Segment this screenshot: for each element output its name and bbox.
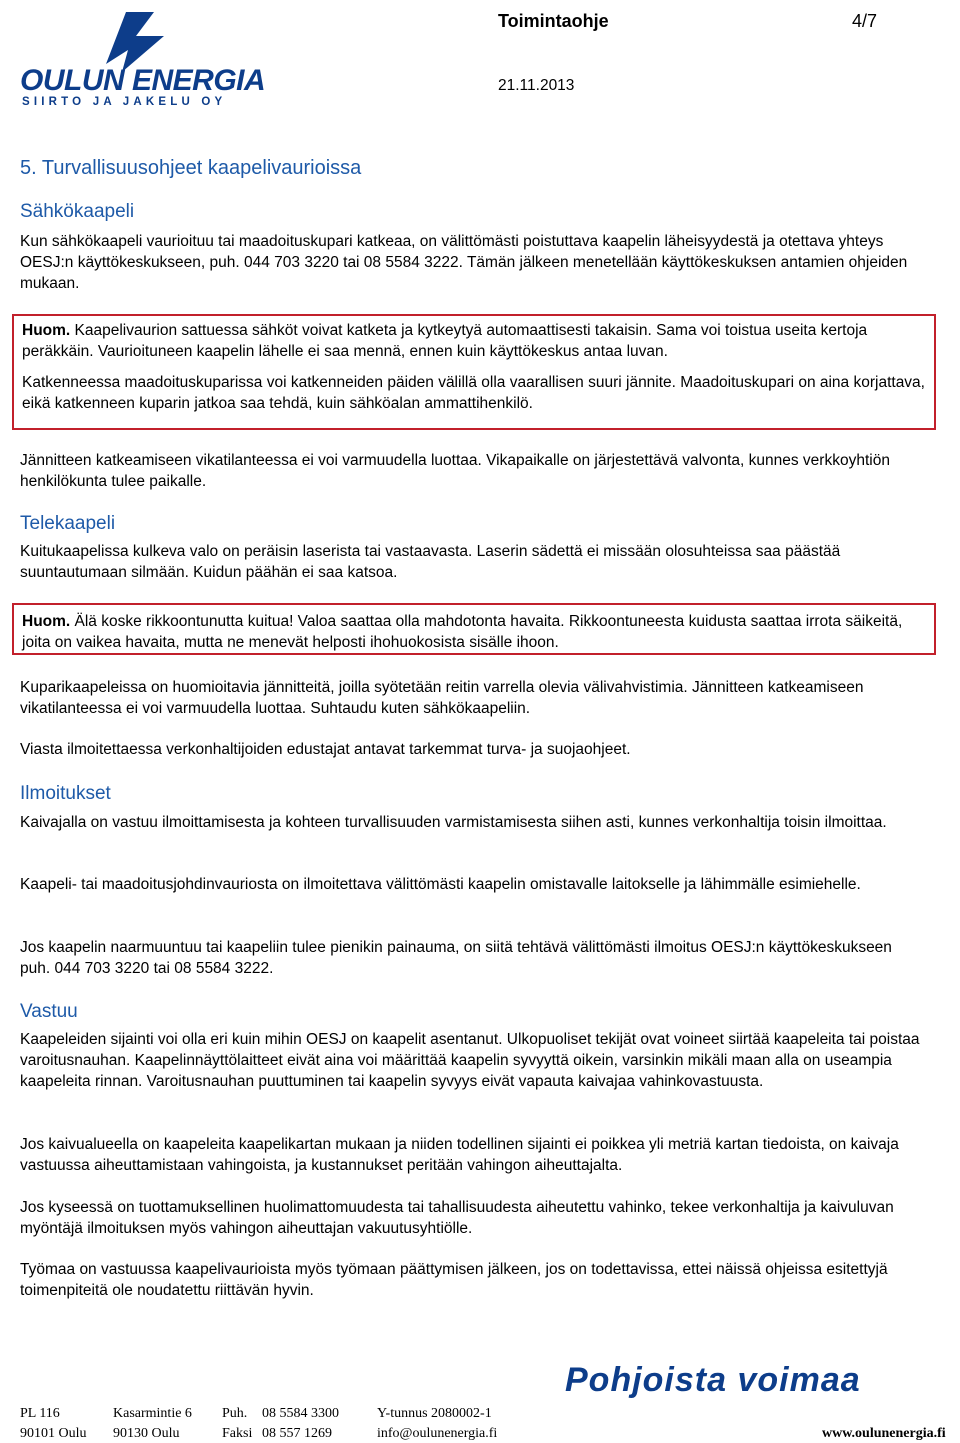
ilmoitukset-paragraph-2: Kaapeli- tai maadoitusjohdinvauriosta on ilmoitettava välittömästi kaapelin omistavalle laitokselle ja lähimmälle esimiehelle.: [20, 876, 861, 893]
tele-paragraph-3: Viasta ilmoitettaessa verkonhaltijoiden edustajat antavat tarkemmat turva- ja suojaohjeet.: [20, 741, 631, 758]
footer-phone: 08 5584 3300: [262, 1406, 339, 1421]
footer-business-id: Y-tunnus 2080002-1: [377, 1406, 492, 1421]
heading-telekaapeli: Telekaapeli: [20, 513, 116, 534]
logo-swoosh-icon: [106, 12, 164, 72]
logo-name: OULUN ENERGIA: [20, 64, 266, 97]
tele-paragraph-2: Kuparikaapeleissa on huomioitavia jännitteitä, joilla syötetään reitin varrella olevia välivahvistimia. Jännitteen katkeamiseen vikatilanteessa ei voi varmuudella luottaa. Suhtaudu kuten sähkökaapeliin.: [20, 679, 864, 717]
sahko-paragraph-2: Jännitteen katkeamiseen vikatilanteessa ei voi varmuudella luottaa. Vikapaikalle on järjestettävä valvonta, kunnes verkkoyhtiön henkilökunta tulee paikalle.: [20, 452, 890, 490]
sahko-note: [22, 320, 934, 362]
page-number: 4/7: [852, 11, 878, 31]
heading-vastuu: Vastuu: [20, 1001, 78, 1022]
heading-sahkokaapeli: Sähkökaapeli: [20, 201, 135, 222]
note-text: Kaapelivaurion sattuessa sähköt voivat katketa ja kytkeytyä automaattisesti takaisin. Sama voi toistua useita kertoja peräkkäin. Vaurioituneen kaapelin lähelle ei saa mennä, ennen kuin käyttökeskus antaa luvan.: [22, 322, 868, 360]
footer-slogan-logo: Pohjoista voimaa: [565, 1361, 861, 1399]
footer-postal-1: 90101 Oulu: [20, 1426, 87, 1441]
footer-website-link[interactable]: www.oulunenergia.fi: [822, 1426, 946, 1441]
note-label: Huom.: [22, 613, 71, 630]
ilmoitukset-paragraph-3: Jos kaapelin naarmuuntuu tai kaapeliin tulee pienikin painauma, on siitä tehtävä välittömästi ilmoitus OESJ:n käyttökeskukseen puh. 044 703 3220 tai 08 5584 3222.: [20, 939, 892, 977]
footer-phone-label: Puh.: [222, 1406, 248, 1421]
sahko-note-2: Katkenneessa maadoituskuparissa voi katkenneiden päiden välillä olla vaarallisen suuri jännite. Maadoituskupari on aina korjattava, eikä katkenneen kuparin jatkoa saa tehdä, kuin sähköalan ammattihenkilö.: [22, 374, 925, 412]
vastuu-paragraph-1: Kaapeleiden sijainti voi olla eri kuin mihin OESJ on kaapelit asentanut. Ulkopuoliset tekijät ovat voineet siirtää kaapeleita tai poistaa varoitusnauhan. Kaapelinnäyttölaitteet eivät aina voi määrittää kaapelin syvyyttä oikein, varsinkin mikäli maan alla on useampia kaapeleita rinnan. Varoitusnauhan puuttuminen tai kaapelin syvyys eivät vapauta kaivajaa vahinkovastuusta.: [20, 1031, 920, 1090]
vastuu-paragraph-2: Jos kaivualueella on kaapeleita kaapelikartan mukaan ja niiden todellinen sijainti ei poikkea yli metriä kartan tiedoista, on kaivaja vastuussa aiheuttamistaan vahingoista, ja kustannukset peritään vahingon aiheuttajalta.: [20, 1136, 899, 1174]
tele-note: [22, 611, 934, 653]
footer-email-link[interactable]: info@oulunenergia.fi: [377, 1426, 498, 1441]
vastuu-paragraph-4: Työmaa on vastuussa kaapelivaurioista myös työmaan päättymisen jälkeen, jos on todettavissa, ettei näissä ohjeissa esitettyjä toimenpiteitä ole noudatettu riittävän hyvin.: [20, 1261, 888, 1299]
vastuu-paragraph-3: Jos kyseessä on tuottamuksellinen huolimattomuudesta tai tahallisuudesta aiheutettu vahinko, tekee verkonhaltija ja kaivuluvan myöntäjä ilmoituksen myös vahingon aiheuttajan vakuutusyhtiölle.: [20, 1199, 894, 1237]
tele-paragraph-1: Kuitukaapelissa kulkeva valo on peräisin laserista tai vastaavasta. Laserin sädettä ei missään olosuhteissa saa päästää suuntautumaan silmään. Kuidun päähän ei saa katsoa.: [20, 543, 841, 581]
section-title: 5. Turvallisuusohjeet kaapelivaurioissa: [20, 157, 362, 179]
document-date: 21.11.2013: [498, 77, 575, 94]
tele-warning-box: [12, 603, 936, 655]
ilmoitukset-paragraph-1: Kaivajalla on vastuu ilmoittamisesta ja kohteen turvallisuuden varmistamisesta siihen asti, kunnes verkonhaltija toisin ilmoittaa.: [20, 814, 887, 831]
sahko-warning-box: [12, 314, 936, 430]
heading-ilmoitukset: Ilmoitukset: [20, 783, 111, 804]
footer-fax-label: Faksi: [222, 1426, 253, 1441]
footer-street: Kasarmintie 6: [113, 1406, 192, 1421]
footer-pl: PL 116: [20, 1406, 60, 1421]
document-title: Toimintaohje: [498, 11, 609, 31]
sahko-paragraph-1: Kun sähkökaapeli vaurioituu tai maadoituskupari katkeaa, on välittömästi poistuttava kaapelin läheisyydestä ja otettava yhteys OESJ:n käyttökeskukseen, puh. 044 703 3220 tai 08 5584 3222. Tämän jälkeen menetellään käyttökeskuksen antamien ohjeiden mukaan.: [20, 233, 908, 292]
footer-fax: 08 557 1269: [262, 1426, 332, 1441]
note-label: Huom.: [22, 322, 71, 339]
note-text: Älä koske rikkoontunutta kuitua! Valoa saattaa olla mahdotonta havaita. Rikkoontuneesta kuidusta saattaa irrota säikeitä, joita on vaikea havaita, mutta ne menevät helposti ihohuokosista sisälle ihoon.: [22, 613, 903, 651]
logo-tagline: SIIRTO JA JAKELU OY: [22, 96, 227, 108]
footer-postal-2: 90130 Oulu: [113, 1426, 180, 1441]
